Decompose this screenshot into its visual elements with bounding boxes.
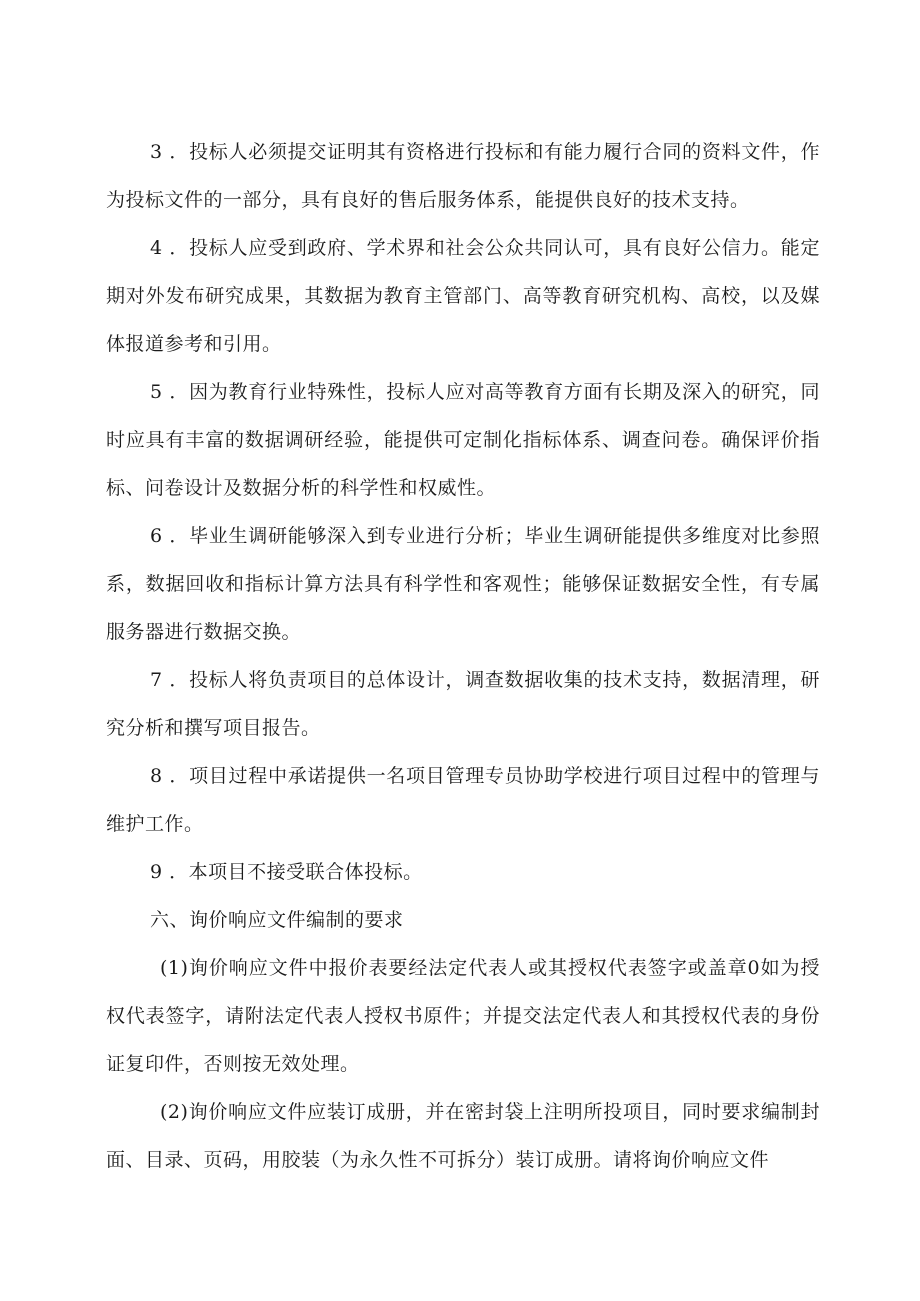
paragraph-item-8: 8 ．项目过程中承诺提供一名项目管理专员协助学校进行项目过程中的管理与维护工作。 [106, 765, 820, 835]
paragraph-item-4: 4 ．投标人应受到政府、学术界和社会公众共同认可，具有良好公信力。能定期对外发布研究成果，其数据为教育主管部门、高等教育研究机构、高校，以及媒体报道参考和引用。 [106, 237, 820, 355]
paragraph-item-9: 9 ．本项目不接受联合体投标。 [150, 861, 423, 883]
paragraph-item-5: 5 ．因为教育行业特殊性，投标人应对高等教育方面有长期及深入的研究，同时应具有丰富的数据调研经验，能提供可定制化指标体系、调查问卷。确保评价指标、问卷设计及数据分析的科学性和权威性。 [106, 381, 820, 499]
paragraph-item-7: 7 ．投标人将负责项目的总体设计，调查数据收集的技术支持，数据清理，研究分析和撰写项目报告。 [106, 669, 820, 739]
sub-paragraph-2: (2)询价响应文件应装订成册，并在密封袋上注明所投项目，同时要求编制封面、目录、页码，用胶装（为永久性不可拆分）装订成册。请将询价响应文件 [106, 1101, 820, 1171]
sub-paragraph-1: (1)询价响应文件中报价表要经法定代表人或其授权代表签字或盖章0如为授权代表签字，请附法定代表人授权书原件；并提交法定代表人和其授权代表的身份证复印件，否则按无效处理。 [106, 957, 820, 1075]
paragraph-item-3: 3 ．投标人必须提交证明其有资格进行投标和有能力履行合同的资料文件，作为投标文件的一部分，具有良好的售后服务体系，能提供良好的技术支持。 [106, 141, 820, 211]
section-heading: 六、询价响应文件编制的要求 [150, 909, 404, 931]
paragraph-item-6: 6 ．毕业生调研能够深入到专业进行分析；毕业生调研能提供多维度对比参照系，数据回收和指标计算方法具有科学性和客观性；能够保证数据安全性，有专属服务器进行数据交换。 [106, 525, 820, 643]
